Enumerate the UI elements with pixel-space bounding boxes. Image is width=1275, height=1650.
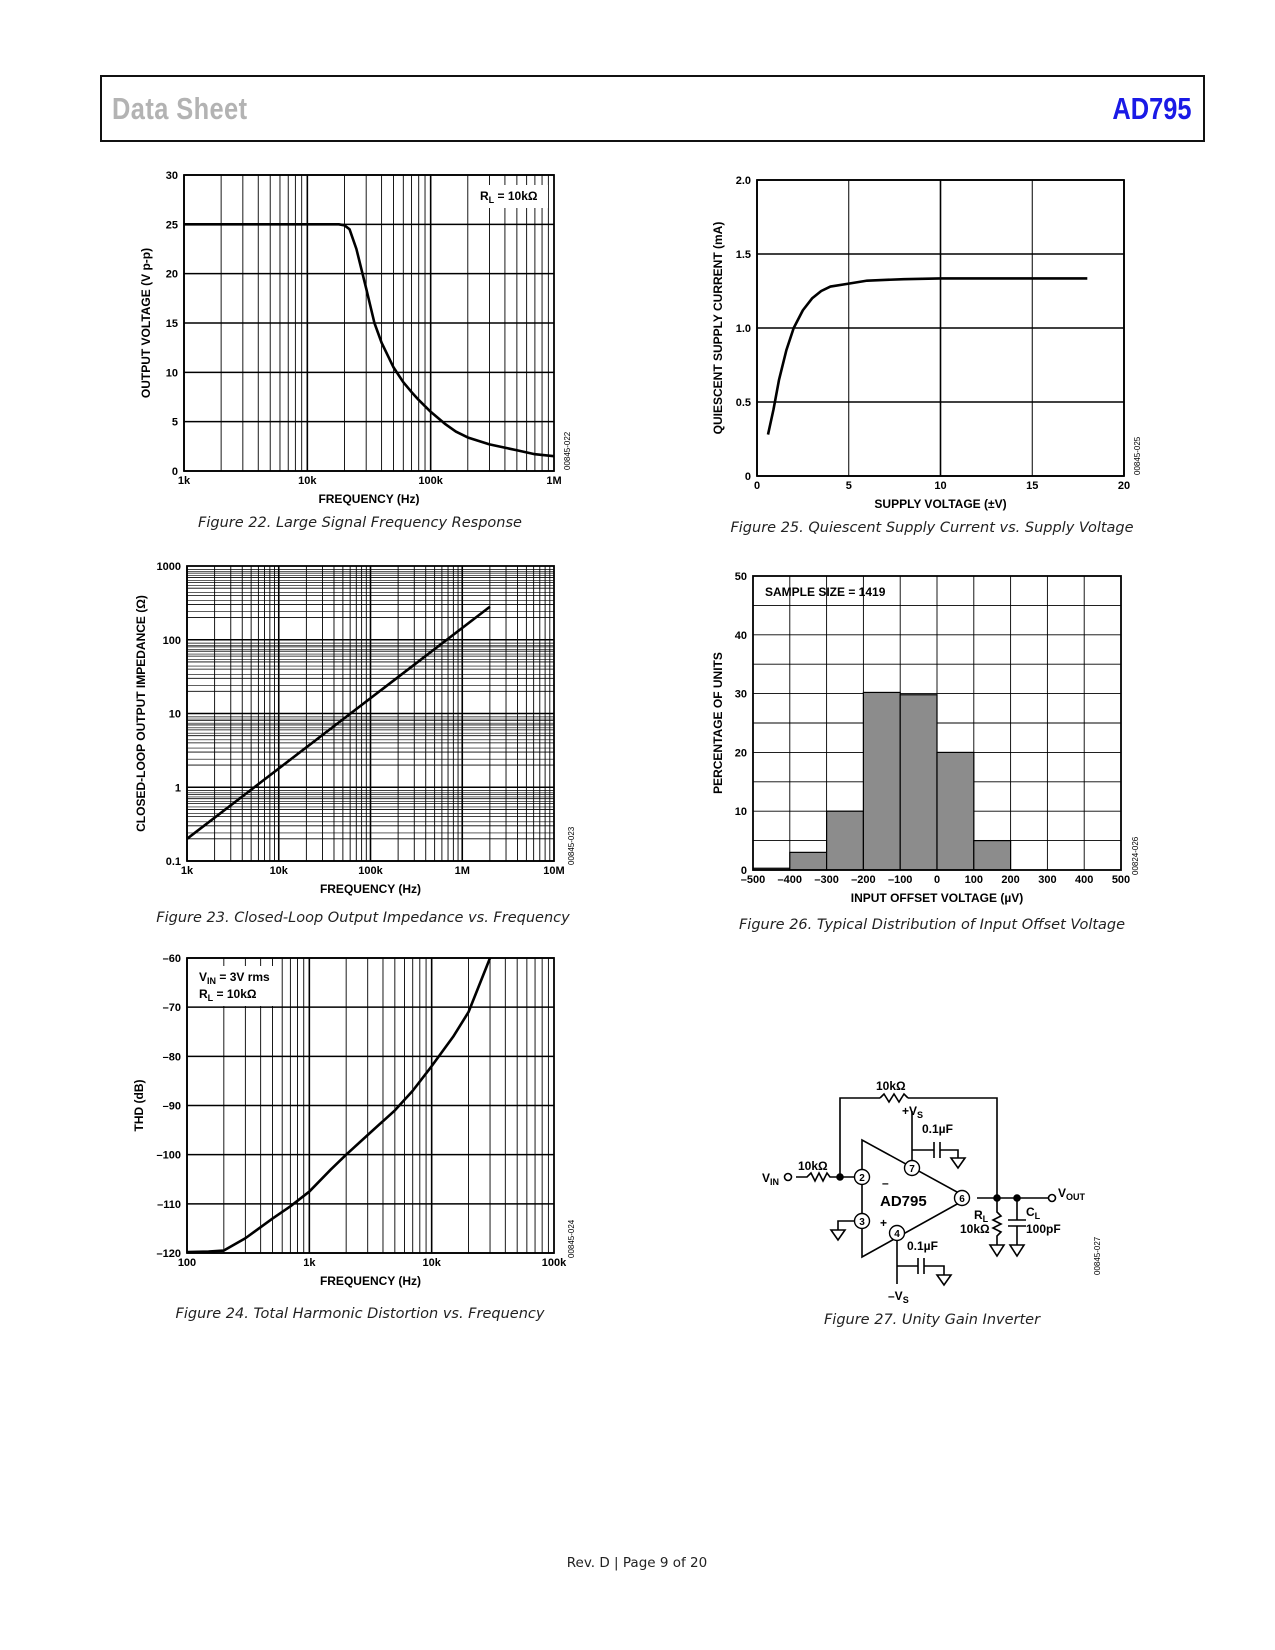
vin-label: V <box>762 1171 771 1185</box>
figure-code: 00845-025 <box>1133 436 1142 475</box>
vs-minus-label: –V <box>888 1289 903 1303</box>
figure-code: 00845-023 <box>567 826 576 865</box>
y-axis-label: THD (dB) <box>132 1079 146 1132</box>
pin-6-label: 6 <box>959 1194 965 1205</box>
x-axis-label: SUPPLY VOLTAGE (±V) <box>874 497 1007 511</box>
figure-code: 00824-026 <box>1131 836 1140 875</box>
x-tick-label: 400 <box>1075 874 1094 886</box>
x-tick-label: 100k <box>541 1257 567 1269</box>
y-tick-label: 10 <box>734 806 747 819</box>
resistor-load <box>993 1198 1001 1245</box>
svg-text:RL: $R_L$ <box>974 1208 989 1224</box>
x-tick-label: 10 <box>934 480 947 492</box>
x-tick-label: 10k <box>269 865 288 877</box>
caption-fig23: Figure 23. Closed-Loop Output Impedance vs. Frequency <box>156 910 570 926</box>
resistor-feedback <box>880 1094 908 1102</box>
x-tick-label: 5 <box>845 480 852 492</box>
header-doc-type: Data Sheet <box>112 91 248 126</box>
header-part-number: AD795 <box>1111 91 1191 126</box>
pin-2-label: 2 <box>859 1173 865 1184</box>
x-tick-label: 1k <box>180 865 194 877</box>
y-tick-label: 20 <box>734 747 747 760</box>
y-tick-label: 2.0 <box>735 175 751 187</box>
x-tick-label: 100k <box>358 865 383 877</box>
y-tick-label: 0.5 <box>735 397 751 409</box>
figure-code: 00845-024 <box>567 1219 576 1258</box>
y-tick-label: 0.1 <box>165 856 181 868</box>
x-tick-label: 100k <box>418 475 443 487</box>
y-tick-label: 50 <box>734 571 747 583</box>
y-tick-label: 30 <box>165 170 178 182</box>
x-tick-label: 200 <box>1001 874 1020 886</box>
vout-label: V <box>1058 1186 1067 1200</box>
y-tick-label: 25 <box>165 219 178 232</box>
caption-fig22: Figure 22. Large Signal Frequency Response <box>198 515 522 531</box>
y-axis-label: PERCENTAGE OF UNITS <box>711 652 725 794</box>
svg-text:VIN: $V_{IN}$ <box>762 1171 780 1187</box>
x-tick-label: –200 <box>851 874 876 886</box>
y-tick-label: 20 <box>165 268 178 281</box>
y-tick-label: –100 <box>156 1149 181 1162</box>
y-tick-label: –90 <box>162 1100 181 1113</box>
y-tick-label: 1000 <box>156 561 181 573</box>
caption-fig25: Figure 25. Quiescent Supply Current vs. Supply Voltage <box>730 520 1134 536</box>
y-tick-label: –60 <box>162 953 181 965</box>
resistor-input <box>796 1173 858 1181</box>
cl-value-label: 100pF <box>1026 1222 1061 1236</box>
pin-4-label: 4 <box>894 1229 900 1240</box>
feedback-resistor-label: 10kΩ <box>876 1079 906 1093</box>
y-axis-label: CLOSED-LOOP OUTPUT IMPEDANCE (Ω) <box>134 595 148 832</box>
annotation-text: $V_{IN} = 3V$ rms <box>199 970 270 986</box>
y-tick-label: 15 <box>165 318 178 330</box>
x-tick-label: 0 <box>933 874 941 886</box>
y-tick-label: 5 <box>171 416 178 429</box>
y-tick-label: 0 <box>171 466 178 478</box>
rl-value-label: 10kΩ <box>960 1222 990 1236</box>
y-axis-label: OUTPUT VOLTAGE (V p-p) <box>139 247 153 399</box>
annotation-text: $R_L = 10k\Omega$ <box>480 189 538 205</box>
y-tick-label: 0 <box>744 471 751 483</box>
caption-fig26: Figure 26. Typical Distribution of Input Offset Voltage <box>738 917 1126 933</box>
bypass-cap-top-label: 0.1µF <box>922 1122 953 1136</box>
x-tick-label: –100 <box>887 874 913 886</box>
x-axis-label: FREQUENCY (Hz) <box>319 882 422 896</box>
opamp-part-label: AD795 <box>880 1193 927 1210</box>
svg-text:–VS: $-V_S$ <box>888 1289 909 1305</box>
sample-size-annotation: SAMPLE SIZE = 1419 <box>765 585 886 599</box>
x-tick-label: 300 <box>1038 874 1057 886</box>
svg-text:VOUT: $V_{OUT}$ <box>1058 1186 1086 1202</box>
x-axis-label: FREQUENCY (Hz) <box>319 1274 422 1288</box>
x-axis-label: FREQUENCY (Hz) <box>318 492 420 506</box>
x-tick-label: 10k <box>422 1257 441 1269</box>
x-tick-label: 10M <box>543 865 565 877</box>
y-tick-label: 40 <box>734 629 747 642</box>
figure-code-27: 00845-027 <box>1093 1236 1102 1275</box>
page-footer: Rev. D | Page 9 of 20 <box>566 1555 708 1571</box>
y-tick-label: –70 <box>162 1002 181 1015</box>
y-tick-label: –80 <box>162 1051 181 1064</box>
y-tick-label: 10 <box>165 367 178 380</box>
x-tick-label: –300 <box>814 874 839 886</box>
y-tick-label: 100 <box>162 634 181 647</box>
pin-7-label: 7 <box>909 1164 915 1175</box>
y-tick-label: 10 <box>168 708 181 721</box>
x-tick-label: 1k <box>303 1257 316 1269</box>
annotation-text: $R_L = 10k\Omega$ <box>199 987 257 1003</box>
rl-label: R <box>974 1208 983 1222</box>
x-tick-label: 20 <box>1117 480 1131 492</box>
figure-code: 00845-022 <box>563 431 572 470</box>
vs-plus-label: +V <box>902 1104 918 1118</box>
caption-fig27: Figure 27. Unity Gain Inverter <box>823 1312 1041 1328</box>
x-tick-label: 1M <box>546 475 562 487</box>
x-tick-label: 1k <box>177 475 191 487</box>
bypass-cap-bottom-label: 0.1µF <box>907 1239 938 1253</box>
y-tick-label: 1 <box>174 782 181 795</box>
x-tick-label: 1M <box>454 865 470 877</box>
x-axis-label: INPUT OFFSET VOLTAGE (µV) <box>850 891 1024 905</box>
x-tick-label: 500 <box>1111 874 1131 886</box>
y-axis-label: QUIESCENT SUPPLY CURRENT (mA) <box>711 221 725 435</box>
plus-sign: + <box>880 1216 888 1230</box>
pin-3-label: 3 <box>859 1217 865 1228</box>
x-tick-label: 10k <box>298 475 317 487</box>
y-tick-label: 1.0 <box>735 323 751 335</box>
caption-fig24: Figure 24. Total Harmonic Distortion vs. Frequency <box>175 1306 545 1322</box>
input-resistor-label: 10kΩ <box>798 1159 828 1173</box>
svg-text:+VS: $+V_S$ <box>902 1104 924 1120</box>
y-tick-label: 30 <box>734 688 747 701</box>
minus-sign: – <box>882 1176 889 1190</box>
x-tick-label: 100 <box>964 874 983 886</box>
y-tick-label: –110 <box>157 1198 181 1211</box>
x-tick-label: –500 <box>740 874 766 886</box>
y-tick-label: 0 <box>740 865 747 877</box>
y-tick-label: –120 <box>156 1248 181 1260</box>
x-tick-label: –400 <box>777 874 803 886</box>
x-tick-label: 15 <box>1026 480 1039 492</box>
x-tick-label: 0 <box>753 480 761 492</box>
cl-label: C <box>1026 1205 1035 1219</box>
y-tick-label: 1.5 <box>735 249 751 261</box>
x-tick-label: 100 <box>177 1257 197 1269</box>
svg-text:CL: $C_L$ <box>1026 1205 1041 1221</box>
